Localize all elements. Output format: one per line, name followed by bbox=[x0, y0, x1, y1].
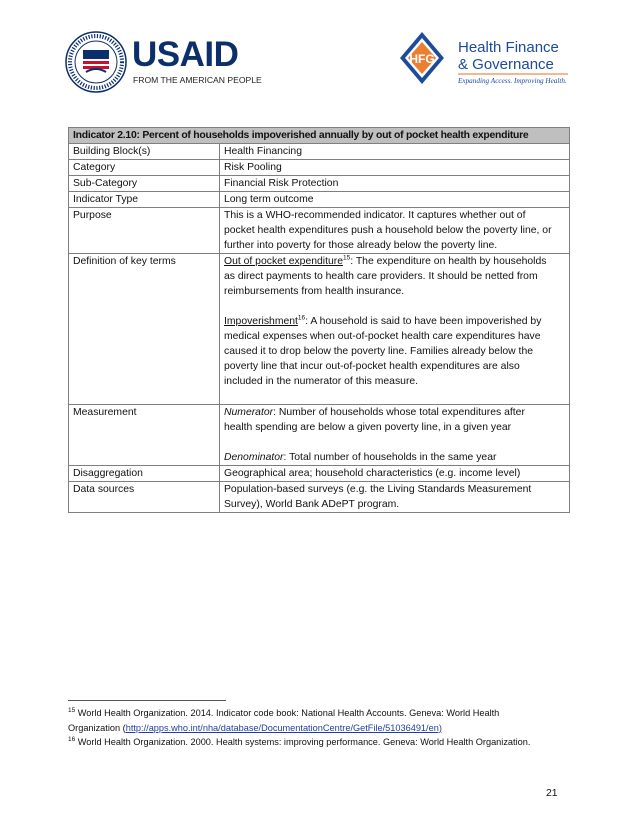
indicator-table bbox=[68, 127, 570, 513]
usaid-tagline: FROM THE AMERICAN PEOPLE bbox=[133, 75, 262, 85]
table-row bbox=[69, 254, 570, 405]
usaid-seal-icon bbox=[66, 32, 126, 92]
row-label: Indicator Type bbox=[69, 192, 220, 208]
row-label: Sub-Category bbox=[69, 176, 220, 192]
row-label: Measurement bbox=[69, 405, 220, 466]
hfg-monogram: HFG bbox=[409, 52, 435, 66]
row-label: Definition of key terms bbox=[69, 254, 220, 405]
hfg-diamond-icon bbox=[400, 32, 444, 84]
row-label: Building Block(s) bbox=[69, 144, 220, 160]
footnote-divider bbox=[68, 700, 226, 701]
hfg-name-line1: Health Finance bbox=[458, 39, 559, 56]
usaid-wordmark: USAID bbox=[132, 35, 239, 74]
table-row bbox=[69, 176, 570, 192]
table-row bbox=[69, 144, 570, 160]
table-row bbox=[69, 405, 570, 466]
row-value: Risk Pooling bbox=[220, 160, 570, 176]
numerator-label: Numerator bbox=[224, 407, 274, 418]
row-label: Disaggregation bbox=[69, 466, 220, 482]
purpose-value: This is a WHO-recommended indicator. It captures whether out of pocket health expenditures push a household below the poverty line, or further into poverty for those already below the poverty line. bbox=[220, 208, 570, 254]
footnote-ref: 16 bbox=[297, 314, 306, 322]
table-row bbox=[69, 192, 570, 208]
usaid-logo bbox=[64, 30, 274, 94]
row-label: Purpose bbox=[69, 208, 220, 254]
footnote-16: $^{16}$ World Health Organization. 2000. Health systems: improving performance. Geneva: World Health Organization. bbox=[68, 735, 531, 747]
data-sources-value: Population-based surveys (e.g. the Living Standards Measurement Survey), World Bank ADePT program. bbox=[220, 482, 570, 513]
table-row bbox=[69, 482, 570, 513]
definitions-value: Out of pocket expenditure$^{15}$: The expenditure on health by households as direct payments to health care providers. It should be netted from reimbursements from health insurance. Impoverishment$^{16}$: A household is said to have been impoverished by medical expenses when out-of-pocket health care expenditures have caused it to drop below the poverty line. Families already below the poverty line that incur out-of-pocket health expenditures are also included in the numerator of this measure. bbox=[220, 254, 570, 405]
indicator-title: Indicator 2.10: Percent of households impoverished annually by out of pocket health expenditure bbox=[69, 128, 570, 144]
footnote-15: $^{15}$ World Health Organization. 2014. Indicator code book: National Health Accounts. Geneva: World Health Organization (http://apps.who.int/nha/database/DocumentationCentre/GetFile/51036491/en) bbox=[68, 706, 500, 733]
measurement-value: Numerator: Number of households whose total expenditures after health spending are below a given poverty line, in a given year Denominator: Total number of households in the same year bbox=[220, 405, 570, 466]
row-value: Health Financing bbox=[220, 144, 570, 160]
table-row bbox=[69, 160, 570, 176]
footnote-link[interactable]: http://apps.who.int/nha/database/DocumentationCentre/GetFile/51036491/en) bbox=[125, 722, 442, 733]
row-label: Category bbox=[69, 160, 220, 176]
row-label: Data sources bbox=[69, 482, 220, 513]
table-row bbox=[69, 466, 570, 482]
hfg-logo bbox=[398, 28, 578, 94]
table-header-row bbox=[69, 128, 570, 144]
footnotes bbox=[68, 706, 573, 750]
hfg-name-line2: & Governance bbox=[458, 56, 554, 73]
row-value: Geographical area; household characteristics (e.g. income level) bbox=[220, 466, 570, 482]
hfg-tagline: Expanding Access. Improving Health. bbox=[458, 77, 567, 85]
footnote-ref: 15 bbox=[343, 254, 351, 262]
row-value: Long term outcome bbox=[220, 192, 570, 208]
denominator-label: Denominator bbox=[224, 452, 284, 463]
row-value: Financial Risk Protection bbox=[220, 176, 570, 192]
page-number: 21 bbox=[546, 788, 558, 799]
table-row bbox=[69, 208, 570, 254]
term-out-of-pocket: Out of pocket expenditure bbox=[224, 256, 343, 267]
term-impoverishment: Impoverishment bbox=[224, 316, 298, 327]
